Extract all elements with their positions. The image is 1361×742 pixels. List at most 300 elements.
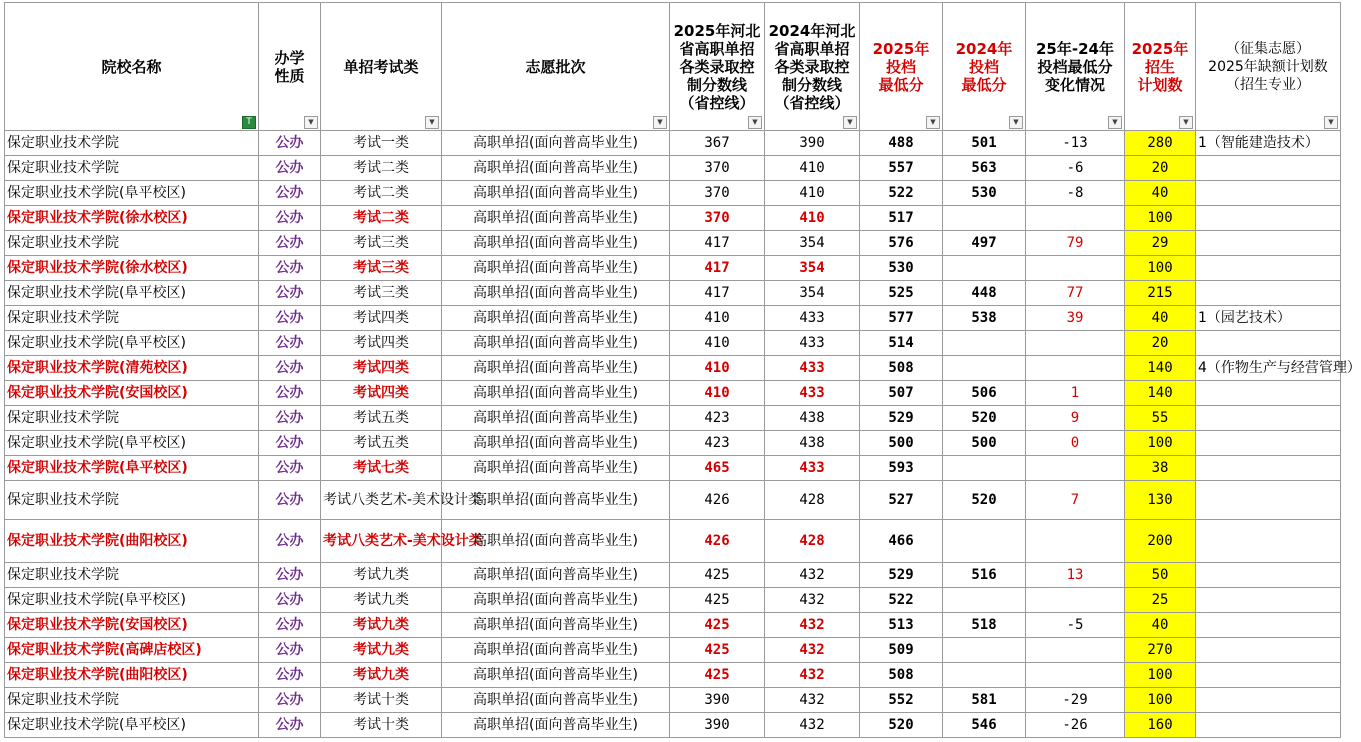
cell-note[interactable] (1196, 231, 1341, 256)
cell-min-2024[interactable]: 546 (943, 713, 1026, 738)
cell-ctrl-2024[interactable]: 354 (765, 256, 860, 281)
cell-note[interactable] (1196, 613, 1341, 638)
cell-ctrl-2024[interactable]: 433 (765, 381, 860, 406)
cell-note[interactable]: 4（作物生产与经营管理） (1196, 356, 1341, 381)
cell-note[interactable] (1196, 156, 1341, 181)
cell-ctrl-2025[interactable]: 425 (670, 563, 765, 588)
cell-min-2025[interactable]: 530 (860, 256, 943, 281)
cell-ctrl-2024[interactable]: 433 (765, 456, 860, 481)
header-label: 2025年缺额计划数 (1208, 58, 1328, 75)
table-row (5, 406, 1341, 431)
cell-ctrl-2024[interactable]: 390 (765, 131, 860, 156)
header-label: 计划数 (1137, 75, 1183, 94)
cell-nature[interactable]: 公办 (259, 613, 321, 638)
cell-nature[interactable]: 公办 (259, 206, 321, 231)
cell-school-name[interactable]: 保定职业技术学院(徐水校区) (5, 206, 259, 231)
cell-nature[interactable]: 公办 (259, 156, 321, 181)
cell-ctrl-2025[interactable]: 425 (670, 638, 765, 663)
cell-batch[interactable]: 高职单招(面向普高毕业生) (442, 206, 670, 231)
cell-nature[interactable]: 公办 (259, 256, 321, 281)
cell-plan[interactable]: 280 (1125, 131, 1196, 156)
cell-change[interactable]: 77 (1026, 281, 1125, 306)
cell-ctrl-2024[interactable]: 432 (765, 563, 860, 588)
cell-ctrl-2025[interactable]: 367 (670, 131, 765, 156)
cell-batch[interactable]: 高职单招(面向普高毕业生) (442, 381, 670, 406)
cell-ctrl-2025[interactable]: 390 (670, 688, 765, 713)
cell-plan[interactable]: 100 (1125, 663, 1196, 688)
cell-note[interactable] (1196, 331, 1341, 356)
cell-min-2025[interactable]: 500 (860, 431, 943, 456)
cell-school-name[interactable]: 保定职业技术学院 (5, 688, 259, 713)
cell-plan[interactable]: 200 (1125, 520, 1196, 563)
cell-note[interactable]: 1（园艺技术） (1196, 306, 1341, 331)
cell-note[interactable] (1196, 281, 1341, 306)
cell-change[interactable] (1026, 206, 1125, 231)
cell-change[interactable]: -13 (1026, 131, 1125, 156)
cell-ctrl-2024[interactable]: 438 (765, 406, 860, 431)
cell-exam-category[interactable]: 考试五类 (321, 406, 442, 431)
cell-batch[interactable]: 高职单招(面向普高毕业生) (442, 663, 670, 688)
cell-change[interactable]: 7 (1026, 481, 1125, 520)
cell-nature[interactable]: 公办 (259, 638, 321, 663)
cell-min-2024[interactable]: 520 (943, 406, 1026, 431)
cell-min-2024[interactable] (943, 520, 1026, 563)
cell-exam-category[interactable]: 考试三类 (321, 281, 442, 306)
header-label: 办学 (274, 48, 305, 67)
cell-min-2025[interactable]: 529 (860, 406, 943, 431)
cell-ctrl-2024[interactable]: 432 (765, 613, 860, 638)
cell-school-name[interactable]: 保定职业技术学院 (5, 231, 259, 256)
col-header-note (1196, 3, 1341, 131)
cell-plan[interactable]: 130 (1125, 481, 1196, 520)
cell-school-name[interactable]: 保定职业技术学院 (5, 406, 259, 431)
cell-school-name[interactable]: 保定职业技术学院(阜平校区) (5, 456, 259, 481)
cell-note[interactable] (1196, 520, 1341, 563)
cell-min-2024[interactable]: 538 (943, 306, 1026, 331)
cell-min-2024[interactable]: 501 (943, 131, 1026, 156)
cell-plan[interactable]: 40 (1125, 181, 1196, 206)
cell-school-name[interactable]: 保定职业技术学院(安国校区) (5, 613, 259, 638)
cell-change[interactable]: -26 (1026, 713, 1125, 738)
cell-ctrl-2025[interactable]: 425 (670, 588, 765, 613)
cell-min-2024[interactable] (943, 331, 1026, 356)
cell-min-2025[interactable]: 513 (860, 613, 943, 638)
cell-min-2025[interactable]: 527 (860, 481, 943, 520)
cell-exam-category[interactable]: 考试二类 (321, 156, 442, 181)
cell-change[interactable]: 1 (1026, 381, 1125, 406)
cell-exam-category[interactable]: 考试十类 (321, 713, 442, 738)
cell-change[interactable]: 0 (1026, 431, 1125, 456)
header-label: （省控线） (679, 93, 755, 112)
cell-nature[interactable]: 公办 (259, 306, 321, 331)
cell-exam-category[interactable]: 考试四类 (321, 331, 442, 356)
cell-exam-category[interactable]: 考试八类艺术-美术设计类 (321, 481, 442, 520)
cell-school-name[interactable]: 保定职业技术学院(曲阳校区) (5, 520, 259, 563)
cell-change[interactable] (1026, 356, 1125, 381)
cell-batch[interactable]: 高职单招(面向普高毕业生) (442, 406, 670, 431)
cell-nature[interactable]: 公办 (259, 481, 321, 520)
cell-min-2025[interactable]: 514 (860, 331, 943, 356)
cell-ctrl-2024[interactable]: 432 (765, 713, 860, 738)
cell-ctrl-2024[interactable]: 438 (765, 431, 860, 456)
filter-dropdown-icon[interactable]: ▼ (1108, 116, 1122, 129)
cell-min-2024[interactable] (943, 588, 1026, 613)
cell-batch[interactable]: 高职单招(面向普高毕业生) (442, 331, 670, 356)
cell-school-name[interactable]: 保定职业技术学院(高碑店校区) (5, 638, 259, 663)
cell-min-2025[interactable]: 529 (860, 563, 943, 588)
cell-school-name[interactable]: 保定职业技术学院(清苑校区) (5, 356, 259, 381)
cell-plan[interactable]: 25 (1125, 588, 1196, 613)
cell-change[interactable]: 13 (1026, 563, 1125, 588)
cell-plan[interactable]: 140 (1125, 356, 1196, 381)
cell-plan[interactable]: 100 (1125, 431, 1196, 456)
cell-plan[interactable]: 100 (1125, 256, 1196, 281)
cell-school-name[interactable]: 保定职业技术学院 (5, 481, 259, 520)
cell-nature[interactable]: 公办 (259, 331, 321, 356)
cell-plan[interactable]: 40 (1125, 306, 1196, 331)
cell-min-2024[interactable] (943, 456, 1026, 481)
cell-note[interactable] (1196, 181, 1341, 206)
cell-note[interactable] (1196, 456, 1341, 481)
cell-change[interactable] (1026, 520, 1125, 563)
table-row (5, 331, 1341, 356)
cell-school-name[interactable]: 保定职业技术学院(阜平校区) (5, 713, 259, 738)
cell-nature[interactable]: 公办 (259, 406, 321, 431)
table-row (5, 520, 1341, 563)
cell-batch[interactable]: 高职单招(面向普高毕业生) (442, 520, 670, 563)
cell-min-2025[interactable]: 508 (860, 356, 943, 381)
cell-school-name[interactable]: 保定职业技术学院(安国校区) (5, 381, 259, 406)
cell-min-2024[interactable]: 520 (943, 481, 1026, 520)
filter-dropdown-icon[interactable]: ▼ (1324, 116, 1338, 129)
header-label: 制分数线 (686, 75, 747, 94)
filter-dropdown-icon[interactable]: ▼ (1179, 116, 1193, 129)
header-row (5, 3, 1341, 131)
cell-ctrl-2025[interactable]: 370 (670, 181, 765, 206)
cell-batch[interactable]: 高职单招(面向普高毕业生) (442, 688, 670, 713)
table-row (5, 156, 1341, 181)
cell-nature[interactable]: 公办 (259, 356, 321, 381)
cell-ctrl-2024[interactable]: 433 (765, 306, 860, 331)
cell-batch[interactable]: 高职单招(面向普高毕业生) (442, 481, 670, 520)
cell-note[interactable] (1196, 663, 1341, 688)
cell-note[interactable] (1196, 481, 1341, 520)
cell-nature[interactable]: 公办 (259, 520, 321, 563)
cell-ctrl-2024[interactable]: 432 (765, 688, 860, 713)
col-header-batch (442, 3, 670, 131)
table-row (5, 356, 1341, 381)
cell-min-2025[interactable]: 577 (860, 306, 943, 331)
cell-change[interactable]: 9 (1026, 406, 1125, 431)
cell-min-2024[interactable] (943, 638, 1026, 663)
cell-ctrl-2024[interactable]: 432 (765, 588, 860, 613)
cell-min-2024[interactable]: 500 (943, 431, 1026, 456)
cell-change[interactable]: -8 (1026, 181, 1125, 206)
table-row (5, 256, 1341, 281)
cell-exam-category[interactable]: 考试五类 (321, 431, 442, 456)
cell-nature[interactable]: 公办 (259, 713, 321, 738)
cell-ctrl-2025[interactable]: 423 (670, 406, 765, 431)
cell-ctrl-2024[interactable]: 432 (765, 663, 860, 688)
cell-school-name[interactable]: 保定职业技术学院 (5, 131, 259, 156)
cell-min-2025[interactable]: 517 (860, 206, 943, 231)
cell-min-2024[interactable]: 497 (943, 231, 1026, 256)
table-row (5, 181, 1341, 206)
filter-dropdown-icon[interactable]: ▼ (653, 116, 667, 129)
cell-plan[interactable]: 29 (1125, 231, 1196, 256)
cell-min-2024[interactable] (943, 356, 1026, 381)
table-row (5, 281, 1341, 306)
cell-school-name[interactable]: 保定职业技术学院 (5, 306, 259, 331)
cell-note[interactable] (1196, 381, 1341, 406)
cell-ctrl-2025[interactable]: 370 (670, 206, 765, 231)
cell-ctrl-2025[interactable]: 370 (670, 156, 765, 181)
col-header-plan (1125, 3, 1196, 131)
cell-plan[interactable]: 140 (1125, 381, 1196, 406)
cell-school-name[interactable]: 保定职业技术学院(阜平校区) (5, 331, 259, 356)
cell-ctrl-2024[interactable]: 433 (765, 356, 860, 381)
cell-exam-category[interactable]: 考试九类 (321, 663, 442, 688)
cell-school-name[interactable]: 保定职业技术学院(曲阳校区) (5, 663, 259, 688)
cell-exam-category[interactable]: 考试九类 (321, 588, 442, 613)
cell-min-2025[interactable]: 520 (860, 713, 943, 738)
cell-ctrl-2025[interactable]: 410 (670, 306, 765, 331)
cell-plan[interactable]: 215 (1125, 281, 1196, 306)
cell-nature[interactable]: 公办 (259, 456, 321, 481)
cell-batch[interactable]: 高职单招(面向普高毕业生) (442, 456, 670, 481)
cell-min-2024[interactable] (943, 663, 1026, 688)
cell-batch[interactable]: 高职单招(面向普高毕业生) (442, 713, 670, 738)
cell-min-2025[interactable]: 525 (860, 281, 943, 306)
table-row (5, 206, 1341, 231)
header-label: 2025年 (872, 39, 930, 58)
cell-batch[interactable]: 高职单招(面向普高毕业生) (442, 638, 670, 663)
cell-batch[interactable]: 高职单招(面向普高毕业生) (442, 156, 670, 181)
cell-min-2025[interactable]: 522 (860, 181, 943, 206)
cell-exam-category[interactable]: 考试四类 (321, 306, 442, 331)
cell-batch[interactable]: 高职单招(面向普高毕业生) (442, 431, 670, 456)
cell-exam-category[interactable]: 考试四类 (321, 356, 442, 381)
header-label: 最低分 (961, 75, 1007, 94)
cell-nature[interactable]: 公办 (259, 588, 321, 613)
cell-note[interactable] (1196, 206, 1341, 231)
cell-change[interactable]: -5 (1026, 613, 1125, 638)
cell-change[interactable] (1026, 456, 1125, 481)
cell-ctrl-2025[interactable]: 417 (670, 231, 765, 256)
table-row (5, 613, 1341, 638)
cell-change[interactable]: 39 (1026, 306, 1125, 331)
cell-nature[interactable]: 公办 (259, 431, 321, 456)
cell-plan[interactable]: 100 (1125, 688, 1196, 713)
filter-dropdown-icon[interactable]: ▼ (304, 116, 318, 129)
cell-nature[interactable]: 公办 (259, 663, 321, 688)
cell-note[interactable] (1196, 256, 1341, 281)
cell-ctrl-2024[interactable]: 432 (765, 638, 860, 663)
cell-ctrl-2025[interactable]: 423 (670, 431, 765, 456)
table-row (5, 688, 1341, 713)
cell-plan[interactable]: 40 (1125, 613, 1196, 638)
cell-change[interactable] (1026, 588, 1125, 613)
cell-batch[interactable]: 高职单招(面向普高毕业生) (442, 181, 670, 206)
cell-change[interactable] (1026, 638, 1125, 663)
header-label: 招生 (1144, 57, 1175, 76)
cell-batch[interactable]: 高职单招(面向普高毕业生) (442, 131, 670, 156)
cell-plan[interactable]: 160 (1125, 713, 1196, 738)
cell-exam-category[interactable]: 考试九类 (321, 563, 442, 588)
cell-min-2025[interactable]: 507 (860, 381, 943, 406)
cell-exam-category[interactable]: 考试三类 (321, 256, 442, 281)
cell-ctrl-2025[interactable]: 426 (670, 520, 765, 563)
cell-min-2025[interactable]: 488 (860, 131, 943, 156)
cell-ctrl-2025[interactable]: 426 (670, 481, 765, 520)
cell-note[interactable] (1196, 638, 1341, 663)
cell-plan[interactable]: 50 (1125, 563, 1196, 588)
cell-exam-category[interactable]: 考试七类 (321, 456, 442, 481)
cell-note[interactable] (1196, 431, 1341, 456)
cell-ctrl-2024[interactable]: 433 (765, 331, 860, 356)
cell-min-2025[interactable]: 576 (860, 231, 943, 256)
cell-school-name[interactable]: 保定职业技术学院(阜平校区) (5, 281, 259, 306)
table-row (5, 131, 1341, 156)
cell-ctrl-2024[interactable]: 410 (765, 206, 860, 231)
cell-note[interactable] (1196, 688, 1341, 713)
cell-exam-category[interactable]: 考试三类 (321, 231, 442, 256)
cell-batch[interactable]: 高职单招(面向普高毕业生) (442, 306, 670, 331)
cell-min-2025[interactable]: 508 (860, 663, 943, 688)
cell-batch[interactable]: 高职单招(面向普高毕业生) (442, 231, 670, 256)
cell-min-2025[interactable]: 466 (860, 520, 943, 563)
cell-nature[interactable]: 公办 (259, 281, 321, 306)
table-row (5, 456, 1341, 481)
cell-min-2024[interactable] (943, 206, 1026, 231)
cell-min-2024[interactable]: 518 (943, 613, 1026, 638)
cell-min-2024[interactable]: 530 (943, 181, 1026, 206)
cell-min-2025[interactable]: 522 (860, 588, 943, 613)
cell-batch[interactable]: 高职单招(面向普高毕业生) (442, 256, 670, 281)
cell-plan[interactable]: 55 (1125, 406, 1196, 431)
cell-batch[interactable]: 高职单招(面向普高毕业生) (442, 563, 670, 588)
header-label: 各类录取控 (679, 57, 755, 76)
cell-min-2025[interactable]: 593 (860, 456, 943, 481)
cell-exam-category[interactable]: 考试十类 (321, 688, 442, 713)
cell-min-2024[interactable]: 563 (943, 156, 1026, 181)
cell-ctrl-2024[interactable]: 354 (765, 231, 860, 256)
col-header-min2024 (943, 3, 1026, 131)
col-header-min2025 (860, 3, 943, 131)
cell-plan[interactable]: 20 (1125, 156, 1196, 181)
cell-min-2024[interactable] (943, 256, 1026, 281)
cell-ctrl-2025[interactable]: 410 (670, 381, 765, 406)
cell-exam-category[interactable]: 考试九类 (321, 613, 442, 638)
cell-batch[interactable]: 高职单招(面向普高毕业生) (442, 281, 670, 306)
filter-dropdown-icon[interactable]: ▼ (926, 116, 940, 129)
cell-min-2025[interactable]: 557 (860, 156, 943, 181)
cell-ctrl-2025[interactable]: 417 (670, 281, 765, 306)
cell-school-name[interactable]: 保定职业技术学院(阜平校区) (5, 588, 259, 613)
header-label: 性质 (274, 66, 305, 85)
filter-dropdown-icon[interactable]: ▼ (843, 116, 857, 129)
cell-school-name[interactable]: 保定职业技术学院 (5, 156, 259, 181)
cell-exam-category[interactable]: 考试二类 (321, 206, 442, 231)
cell-change[interactable]: -29 (1026, 688, 1125, 713)
header-label: （省控线） (774, 93, 850, 112)
cell-ctrl-2024[interactable]: 410 (765, 156, 860, 181)
cell-school-name[interactable]: 保定职业技术学院(阜平校区) (5, 181, 259, 206)
cell-change[interactable] (1026, 663, 1125, 688)
cell-school-name[interactable]: 保定职业技术学院 (5, 563, 259, 588)
col-header-nature (259, 3, 321, 131)
cell-min-2025[interactable]: 509 (860, 638, 943, 663)
cell-ctrl-2024[interactable]: 428 (765, 481, 860, 520)
cell-min-2024[interactable]: 581 (943, 688, 1026, 713)
header-label: 变化情况 (1044, 75, 1105, 94)
cell-ctrl-2025[interactable]: 465 (670, 456, 765, 481)
cell-nature[interactable]: 公办 (259, 563, 321, 588)
cell-min-2024[interactable]: 516 (943, 563, 1026, 588)
cell-change[interactable] (1026, 331, 1125, 356)
table-row (5, 663, 1341, 688)
cell-exam-category[interactable]: 考试二类 (321, 181, 442, 206)
cell-change[interactable] (1026, 256, 1125, 281)
cell-plan[interactable]: 270 (1125, 638, 1196, 663)
cell-nature[interactable]: 公办 (259, 231, 321, 256)
cell-exam-category[interactable]: 考试八类艺术-美术设计类 (321, 520, 442, 563)
cell-ctrl-2025[interactable]: 425 (670, 663, 765, 688)
cell-note[interactable] (1196, 563, 1341, 588)
cell-exam-category[interactable]: 考试四类 (321, 381, 442, 406)
cell-exam-category[interactable]: 考试九类 (321, 638, 442, 663)
filter-dropdown-icon[interactable]: ▼ (425, 116, 439, 129)
cell-min-2025[interactable]: 552 (860, 688, 943, 713)
cell-min-2024[interactable]: 506 (943, 381, 1026, 406)
cell-ctrl-2025[interactable]: 425 (670, 613, 765, 638)
cell-ctrl-2025[interactable]: 417 (670, 256, 765, 281)
cell-note[interactable]: 1（智能建造技术） (1196, 131, 1341, 156)
cell-note[interactable] (1196, 588, 1341, 613)
cell-nature[interactable]: 公办 (259, 181, 321, 206)
cell-plan[interactable]: 20 (1125, 331, 1196, 356)
cell-exam-category[interactable]: 考试一类 (321, 131, 442, 156)
cell-batch[interactable]: 高职单招(面向普高毕业生) (442, 356, 670, 381)
cell-change[interactable]: -6 (1026, 156, 1125, 181)
cell-batch[interactable]: 高职单招(面向普高毕业生) (442, 613, 670, 638)
cell-plan[interactable]: 100 (1125, 206, 1196, 231)
filter-dropdown-icon[interactable]: ▼ (748, 116, 762, 129)
filter-active-icon[interactable]: T (242, 116, 256, 129)
cell-nature[interactable]: 公办 (259, 131, 321, 156)
filter-dropdown-icon[interactable]: ▼ (1009, 116, 1023, 129)
cell-note[interactable] (1196, 713, 1341, 738)
cell-nature[interactable]: 公办 (259, 688, 321, 713)
cell-change[interactable]: 79 (1026, 231, 1125, 256)
cell-nature[interactable]: 公办 (259, 381, 321, 406)
header-label: 省高职单招 (679, 39, 755, 58)
cell-batch[interactable]: 高职单招(面向普高毕业生) (442, 588, 670, 613)
cell-ctrl-2024[interactable]: 428 (765, 520, 860, 563)
cell-note[interactable] (1196, 406, 1341, 431)
cell-ctrl-2025[interactable]: 410 (670, 331, 765, 356)
cell-ctrl-2025[interactable]: 410 (670, 356, 765, 381)
cell-min-2024[interactable]: 448 (943, 281, 1026, 306)
cell-ctrl-2024[interactable]: 410 (765, 181, 860, 206)
table-row (5, 588, 1341, 613)
cell-plan[interactable]: 38 (1125, 456, 1196, 481)
cell-ctrl-2025[interactable]: 390 (670, 713, 765, 738)
cell-school-name[interactable]: 保定职业技术学院(阜平校区) (5, 431, 259, 456)
cell-ctrl-2024[interactable]: 354 (765, 281, 860, 306)
header-label: 各类录取控 (774, 57, 850, 76)
cell-school-name[interactable]: 保定职业技术学院(徐水校区) (5, 256, 259, 281)
